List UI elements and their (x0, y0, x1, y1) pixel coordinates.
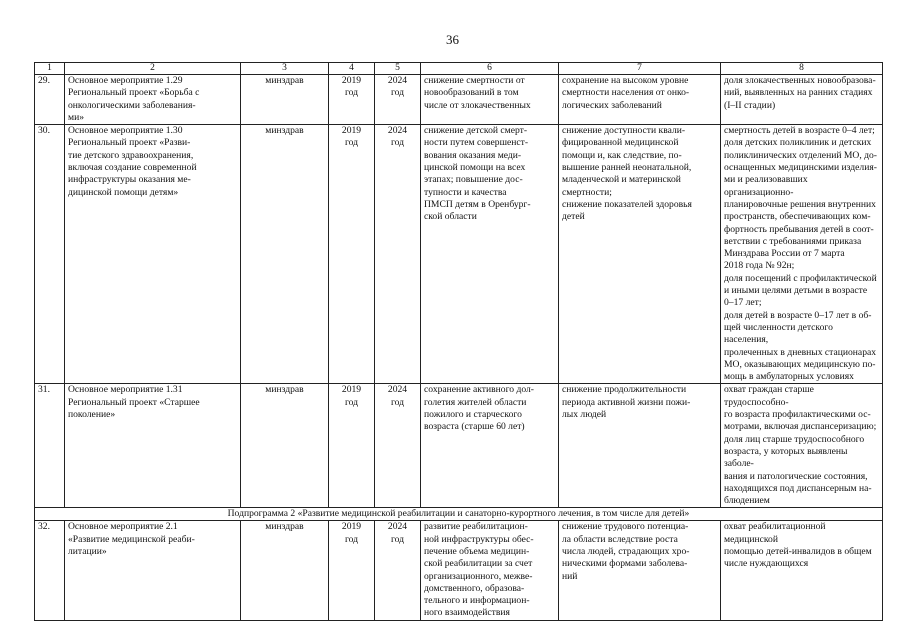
executor: минздрав (241, 384, 329, 508)
column-header: 8 (721, 63, 883, 75)
table-row (35, 384, 883, 508)
measure-name: Основное мероприятие 1.30 Региональный проект «Разви- тие детского здравоохранения, включая создание современной инфраструктуры оказания ме- дицинской помощи детям» (65, 125, 241, 384)
consequences: снижение продолжительности периода активной жизни пожи- лых людей (559, 384, 721, 508)
start-year: 2019 год (329, 521, 375, 620)
expected-result: сохранение активного дол- голетия жителей области пожилого и старческого возраста (старше 60 лет) (421, 384, 559, 508)
executor: минздрав (241, 75, 329, 125)
end-year: 2024 год (375, 125, 421, 384)
column-header: 3 (241, 63, 329, 75)
table-row (35, 75, 883, 125)
column-header: 6 (421, 63, 559, 75)
consequences: сохранение на высоком уровне смертности населения от онко- логических заболеваний (559, 75, 721, 125)
indicators: охват реабилитационной медицинской помощью детей-инвалидов в общем числе нуждающихся (721, 521, 883, 620)
page-number: 36 (446, 32, 459, 47)
executor: минздрав (241, 521, 329, 620)
start-year: 2019 год (329, 75, 375, 125)
measures-table (34, 62, 883, 621)
end-year: 2024 год (375, 75, 421, 125)
consequences: снижение доступности квали- фицированной медицинской помощи и, как следствие, по- вышение ранней неонатальной, младенческой и материнской смертности; снижение показателей здоровья детей (559, 125, 721, 384)
subprogram-row (35, 508, 883, 521)
measure-name: Основное мероприятие 2.1 «Развитие медицинской реаби- литации» (65, 521, 241, 620)
row-number: 32. (35, 521, 65, 620)
column-header: 5 (375, 63, 421, 75)
row-number: 31. (35, 384, 65, 508)
measure-name: Основное мероприятие 1.29 Региональный проект «Борьба с онкологическими заболевания- ми» (65, 75, 241, 125)
start-year: 2019 год (329, 384, 375, 508)
indicators: охват граждан старше трудоспособно- го возраста профилактическими ос- мотрами, включая диспансеризацию; доля лиц старше трудоспособного возраста, у которых выявлены заболе- вания и патологические состояния, находящихся под диспансерным на- блюдением (721, 384, 883, 508)
indicators: смертность детей в возрасте 0–4 лет; доля детских поликлиник и детских поликлинических отделений МО, до- оснащенных медицинскими изделия- ми и реализовавших организационно- планировочные решения внутренних пространств, обеспечивающих ком- фортность пребывания детей в соот- ветствии с требованиями приказа Минздрава России от 7 марта 2018 года № 92н; доля посещений с профилактической и иными целями детьми в возрасте 0–17 лет; доля детей в возрасте 0–17 лет в об- щей численности детского населения, пролеченных в дневных стационарах МО, оказывающих медицинскую по- мощь в амбулаторных условиях (721, 125, 883, 384)
column-header: 4 (329, 63, 375, 75)
row-number: 30. (35, 125, 65, 384)
column-header: 7 (559, 63, 721, 75)
executor: минздрав (241, 125, 329, 384)
row-number: 29. (35, 75, 65, 125)
end-year: 2024 год (375, 521, 421, 620)
table-row (35, 521, 883, 620)
expected-result: снижение смертности от новообразований в том числе от злокачественных (421, 75, 559, 125)
column-header: 1 (35, 63, 65, 75)
table-header (35, 63, 883, 75)
table-row (35, 125, 883, 384)
start-year: 2019 год (329, 125, 375, 384)
expected-result: снижение детской смерт- ности путем совершенст- вования оказания меди- цинской помощи на всех этапах; повышение дос- тупности и качества ПМСП детям в Оренбург- ской области (421, 125, 559, 384)
measure-name: Основное мероприятие 1.31 Региональный проект «Старшее поколение» (65, 384, 241, 508)
expected-result: развитие реабилитацион- ной инфраструктуры обес- печение объема медицин- ской реабилитации за счет организационного, межве- домственного, образова- тельного и информацион- ного взаимодействия (421, 521, 559, 620)
consequences: снижение трудового потенциа- ла области вследствие роста числа людей, страдающих хро- ническими формами заболева- ний (559, 521, 721, 620)
subprogram-title: Подпрограмма 2 «Развитие медицинской реабилитации и санаторно-курортного лечения, в том числе для детей» (35, 508, 883, 521)
indicators: доля злокачественных новообразова- ний, выявленных на ранних стадиях (I–II стадии) (721, 75, 883, 125)
end-year: 2024 год (375, 384, 421, 508)
column-header: 2 (65, 63, 241, 75)
